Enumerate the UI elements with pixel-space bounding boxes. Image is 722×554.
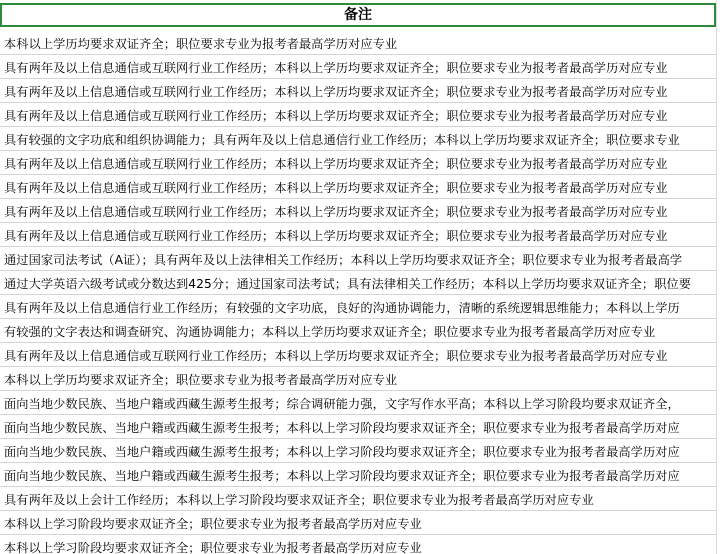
- table-row[interactable]: [0, 415, 716, 439]
- cell-text: 具有两年及以上信息通信或互联网行业工作经历；本科以上学历均要求双证齐全；职位要求专业为报考者最高学历对应专业: [4, 229, 668, 243]
- table-row[interactable]: [0, 391, 716, 415]
- cell-text: 本科以上学习阶段均要求双证齐全；职位要求专业为报考者最高学历对应专业: [4, 517, 422, 531]
- table-row[interactable]: [0, 439, 716, 463]
- table-row[interactable]: [0, 79, 716, 103]
- cell-text: 有较强的文字表达和调查研究、沟通协调能力；本科以上学历均要求双证齐全；职位要求专业为报考者最高学历对应专业: [4, 325, 656, 339]
- cell-text: 通过国家司法考试（A证）；具有两年及以上法律相关工作经历；本科以上学历均要求双证齐全；职位要求专业为报考者最高学: [4, 253, 683, 267]
- table-row[interactable]: [0, 535, 716, 554]
- cell-text: 面向当地少数民族、当地户籍或西藏生源考生报考；本科以上学习阶段均要求双证齐全；职位要求专业为报考者最高学历对应: [4, 445, 680, 459]
- cell-text: 本科以上学习阶段均要求双证齐全；职位要求专业为报考者最高学历对应专业: [4, 541, 422, 554]
- table-row[interactable]: [0, 55, 716, 79]
- table-row[interactable]: [0, 319, 716, 343]
- table-row[interactable]: [0, 151, 716, 175]
- table-row[interactable]: [0, 463, 716, 487]
- table-row[interactable]: [0, 343, 716, 367]
- table-row[interactable]: [0, 367, 716, 391]
- table-row[interactable]: [0, 487, 716, 511]
- table-row[interactable]: [0, 199, 716, 223]
- table-row[interactable]: [0, 223, 716, 247]
- table-row[interactable]: [0, 175, 716, 199]
- cell-text: 具有两年及以上信息通信行业工作经历；有较强的文字功底，良好的沟通协调能力，清晰的系统逻辑思维能力；本科以上学历: [4, 301, 680, 315]
- cell-text: 具有两年及以上信息通信或互联网行业工作经历；本科以上学历均要求双证齐全；职位要求专业为报考者最高学历对应专业: [4, 349, 668, 363]
- cell-text: 具有两年及以上信息通信或互联网行业工作经历；本科以上学历均要求双证齐全；职位要求专业为报考者最高学历对应专业: [4, 61, 668, 75]
- cell-text: 面向当地少数民族、当地户籍或西藏生源考生报考；本科以上学习阶段均要求双证齐全；职位要求专业为报考者最高学历对应: [4, 421, 680, 435]
- cell-text: 具有较强的文字功底和组织协调能力；具有两年及以上信息通信行业工作经历；本科以上学历均要求双证齐全；职位要求专业: [4, 133, 680, 147]
- cell-text: 具有两年及以上信息通信或互联网行业工作经历；本科以上学历均要求双证齐全；职位要求专业为报考者最高学历对应专业: [4, 157, 668, 171]
- table-row[interactable]: [0, 295, 716, 319]
- table-row[interactable]: [0, 247, 716, 271]
- cell-text: 本科以上学历均要求双证齐全；职位要求专业为报考者最高学历对应专业: [4, 373, 398, 387]
- table-row[interactable]: [0, 103, 716, 127]
- table-row[interactable]: [0, 31, 716, 55]
- cell-text: 面向当地少数民族、当地户籍或西藏生源考生报考；综合调研能力强，文字写作水平高；本科以上学习阶段均要求双证齐全，: [4, 397, 680, 411]
- table-row[interactable]: [0, 271, 716, 295]
- cell-text: 具有两年及以上会计工作经历；本科以上学习阶段均要求双证齐全；职位要求专业为报考者最高学历对应专业: [4, 493, 594, 507]
- cell-text: 通过大学英语六级考试或分数达到425分；通过国家司法考试；具有法律相关工作经历；本科以上学历均要求双证齐全；职位要: [4, 277, 692, 291]
- adjacent-column-edge: [716, 0, 722, 554]
- cell-text: 本科以上学历均要求双证齐全；职位要求专业为报考者最高学历对应专业: [4, 37, 398, 51]
- table-row[interactable]: [0, 127, 716, 151]
- table-row[interactable]: [0, 511, 716, 535]
- column-header-remarks[interactable]: 备注: [0, 3, 716, 27]
- cell-text: 具有两年及以上信息通信或互联网行业工作经历；本科以上学历均要求双证齐全；职位要求专业为报考者最高学历对应专业: [4, 181, 668, 195]
- remarks-column: [0, 31, 716, 554]
- cell-text: 面向当地少数民族、当地户籍或西藏生源考生报考；本科以上学习阶段均要求双证齐全；职位要求专业为报考者最高学历对应: [4, 469, 680, 483]
- cell-text: 具有两年及以上信息通信或互联网行业工作经历；本科以上学历均要求双证齐全；职位要求专业为报考者最高学历对应专业: [4, 109, 668, 123]
- cell-text: 具有两年及以上信息通信或互联网行业工作经历；本科以上学历均要求双证齐全；职位要求专业为报考者最高学历对应专业: [4, 205, 668, 219]
- cell-text: 具有两年及以上信息通信或互联网行业工作经历；本科以上学历均要求双证齐全；职位要求专业为报考者最高学历对应专业: [4, 85, 668, 99]
